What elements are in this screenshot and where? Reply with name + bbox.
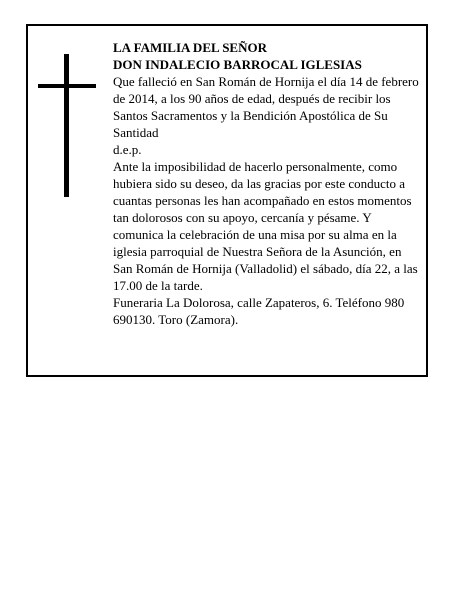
heading-deceased-name: DON INDALECIO BARROCAL IGLESIAS: [113, 57, 362, 72]
funeral-home-info: Funeraria La Dolorosa, calle Zapateros, 6. Teléfono 980 690130. Toro (Zamora).: [113, 295, 405, 327]
latin-cross-icon: [38, 54, 98, 197]
obituary-text: [113, 39, 419, 328]
dep-abbreviation: d.e.p.: [113, 142, 142, 157]
thanks-and-mass-announcement: Ante la imposibilidad de hacerlo personalmente, como hubiera sido su deseo, da las gracias por este conducto a cuantas personas les han acompañado en estos momentos tan dolorosos con su apoyo, cercanía y pésame. Y comunica la celebración de una misa por su alma en la iglesia parroquial de Nuestra Señora de la Asunción, en San Román de Hornija (Valladolid) el sábado, día 22, a las 17.00 de la tarde.: [113, 159, 418, 293]
cross-vertical-bar: [64, 54, 69, 197]
heading-family: LA FAMILIA DEL SEÑOR: [113, 40, 267, 55]
death-announcement: Que falleció en San Román de Hornija el día 14 de febrero de 2014, a los 90 años de edad, después de recibir los Santos Sacramentos y la Bendición Apostólica de Su Santidad: [113, 74, 419, 140]
cross-horizontal-bar: [38, 84, 96, 88]
